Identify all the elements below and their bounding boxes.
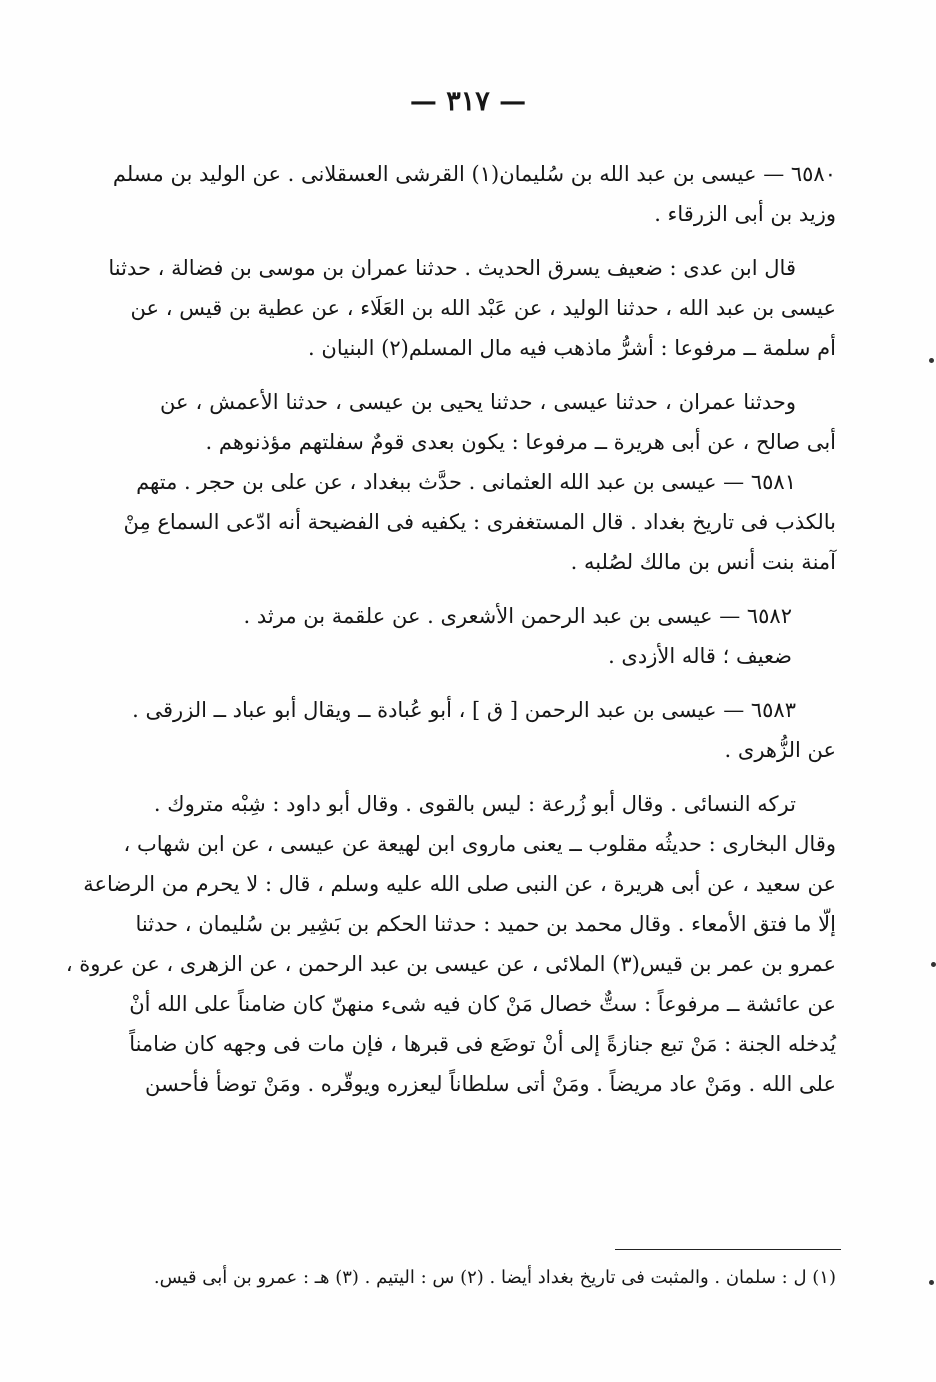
entry-6583-line-7: عمرو بن عمر بن قيس(٣) الملائى ، عن عيسى بن عبد الرحمن ، عن الزهرى ، عن عروة ، (65, 952, 836, 976)
body-text (65, 154, 836, 1104)
entry-6580-line-7: أبى صالح ، عن أبى هريرة ــ مرفوعا : يكون بعدى قومٌ سفلتهم مؤذنوهم . (205, 430, 836, 454)
entry-6581-line-1: ٦٥٨١ — عيسى بن عبد الله العثمانى . حدَّث ببغداد ، عن على بن حجر . متهم (136, 470, 796, 494)
entry-6582-line-1: ٦٥٨٢ — عيسى بن عبد الرحمن الأشعرى . عن علقمة بن مرثد . (243, 604, 792, 628)
entry-6580-line-5: أم سلمة ــ مرفوعا : أشرُّ ماذهب فيه مال المسلم(٢) البنيان . (308, 336, 836, 360)
entry-6583-line-1: ٦٥٨٣ — عيسى بن عبد الرحمن [ ق ] ، أبو عُبادة ــ ويقال أبو عباد ــ الزرقى . (132, 698, 796, 722)
entry-6583-line-9: يُدخله الجنة : مَنْ تبع جنازةً إلى أنْ توضَع فى قبرها ، فإن مات فى وجهه كان ضامناً (129, 1032, 836, 1056)
page-number: — ٣١٧ — (409, 86, 527, 117)
entry-6580-line-2: وزيد بن أبى الزرقاء . (654, 202, 836, 226)
entry-6580-line-6: وحدثنا عمران ، حدثنا عيسى ، حدثنا يحيى بن عيسى ، حدثنا الأعمش ، عن (160, 390, 796, 414)
entry-6583-line-3: تركه النسائى . وقال أبو زُرعة : ليس بالقوى . وقال أبو داود : شِبْه متروك . (153, 792, 796, 816)
entry-6583-line-8: عن عائشة ــ مرفوعاً : ستٌّ خصال مَنْ كان فيه شىء منهنّ كان ضامناً على الله أنْ (129, 992, 836, 1016)
entry-6583-line-6: إلّا ما فتق الأمعاء . وقال محمد بن حميد : حدثنا الحكم بن بَشِير بن سُليمان ، حدثنا (135, 912, 836, 936)
entry-6580-line-1: ٦٥٨٠ — عيسى بن عبد الله بن سُليمان(١) القرشى العسقلانى . عن الوليد بن مسلم (112, 162, 836, 186)
entry-6581-line-3: آمنة بنت أنس بن مالك لصُلبه . (570, 550, 836, 574)
entry-6583-line-10: على الله . ومَنْ عاد مريضاً . ومَنْ أتى سلطاناً ليعزره ويوقّره . ومَنْ توضأ فأحسن (144, 1072, 836, 1096)
entry-6581-line-2: بالكذب فى تاريخ بغداد . قال المستغفرى : يكفيه فى الفضيحة أنه ادّعى السماع مِنْ (123, 510, 836, 534)
margin-mark (931, 962, 936, 967)
entry-6580-line-3: قال ابن عدى : ضعيف يسرق الحديث . حدثنا عمران بن موسى بن فضالة ، حدثنا (108, 256, 796, 280)
entry-6580-line-4: عيسى بن عبد الله ، حدثنا الوليد ، عن عَبْد الله بن العَلَاء ، عن عطية بن قيس ، عن (130, 296, 836, 320)
entry-6583-line-4: وقال البخارى : حديثُه مقلوب ــ يعنى ماروى ابن لهيعة عن عيسى ، عن ابن شهاب ، (123, 832, 836, 856)
entry-6583-line-5: عن سعيد ، عن أبى هريرة ، عن النبى صلى الله عليه وسلم ، قال : لا يحرم من الرضاعة (83, 872, 836, 896)
margin-mark (929, 358, 934, 363)
footnotes: (١) ل : سلمان . والمثبت فى تاريخ بغداد أيضا . (٢) س : اليتيم . (٣) هـ : عمرو بن أبى قيس. (153, 1267, 836, 1288)
margin-mark (929, 1280, 934, 1285)
entry-6583-line-2: عن الزُّهرى . (724, 738, 836, 762)
entry-6582-line-2: ضعيف ؛ قاله الأزدى . (608, 644, 792, 668)
footnote-divider (615, 1249, 841, 1250)
